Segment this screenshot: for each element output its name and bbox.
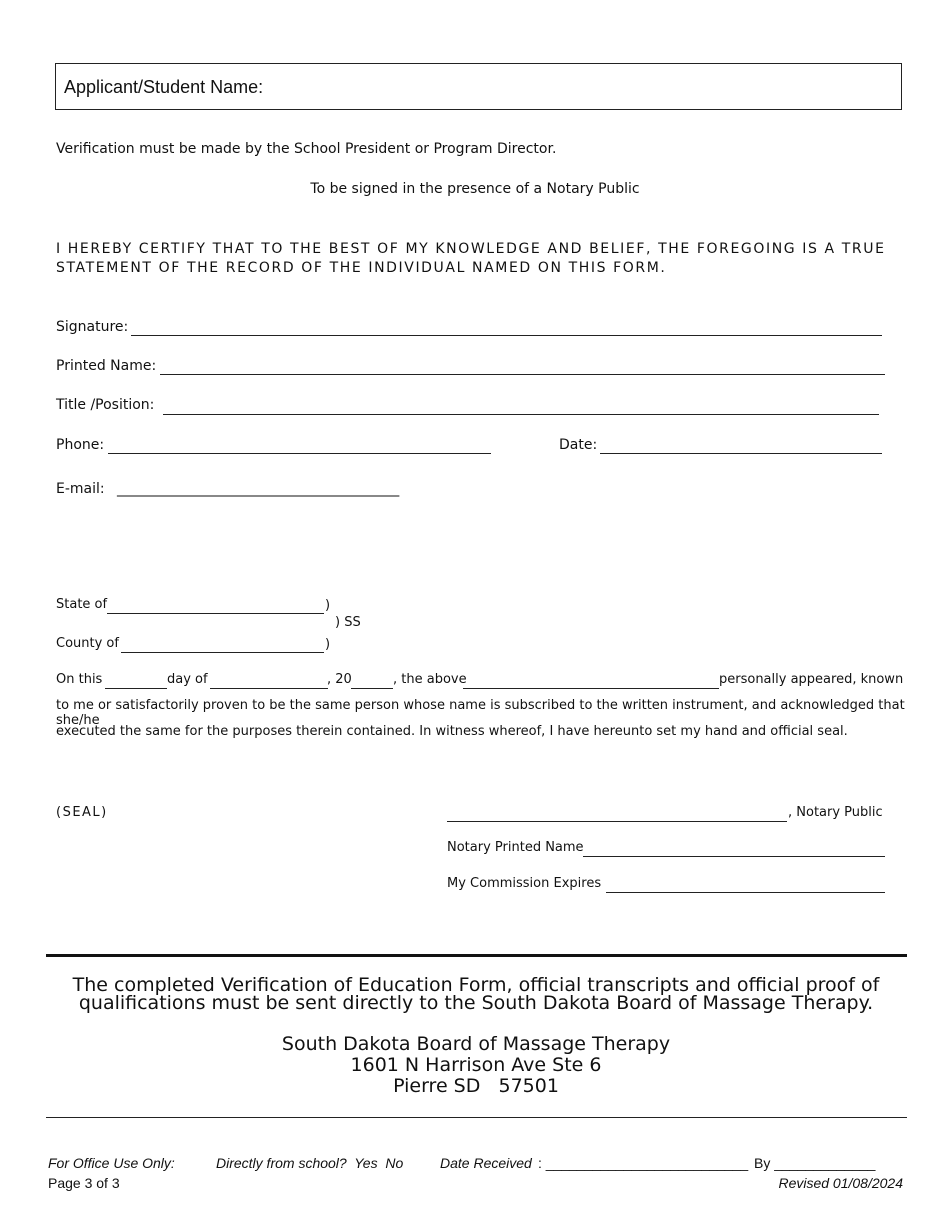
notary-paragraph-line-2: to me or satisfactorily proven to be the same person whose name is subscribed to the written instrument, and acknowledged that she/he	[56, 698, 905, 728]
board-city: Pierre SD 57501	[393, 1075, 559, 1097]
applicant-name-label: Applicant/Student Name:	[64, 77, 264, 97]
footer-notice-line-1: The completed Verification of Education Form, official transcripts and official proof of	[72, 974, 880, 996]
month-field[interactable]	[210, 688, 328, 689]
date-received-label: Date Received	[440, 1155, 532, 1171]
notary-presence-note: To be signed in the presence of a Notary Public	[310, 181, 640, 197]
date-received-field[interactable]: : __________________________	[538, 1155, 749, 1171]
appeared-name-field[interactable]	[463, 688, 719, 689]
title-position-field[interactable]	[163, 414, 879, 415]
title-position-label: Title /Position:	[56, 397, 155, 413]
revised-date: Revised 01/08/2024	[778, 1175, 903, 1191]
verification-note: Verification must be made by the School President or Program Director.	[56, 141, 557, 157]
board-street: 1601 N Harrison Ave Ste 6	[350, 1054, 602, 1076]
seal-label: (SEAL)	[56, 805, 108, 820]
email-label: E-mail:	[56, 481, 105, 497]
email-field[interactable]: ____________________________________________	[117, 481, 399, 497]
phone-label: Phone:	[56, 437, 105, 453]
date-label: Date:	[559, 437, 598, 453]
notary-printed-name-field[interactable]	[583, 856, 885, 857]
personally-appeared-label: personally appeared, known	[719, 672, 904, 687]
year-prefix-label: , 20	[327, 672, 352, 687]
board-name: South Dakota Board of Massage Therapy	[281, 1033, 671, 1055]
office-use-label: For Office Use Only:	[48, 1155, 175, 1171]
footer-notice-line-2: qualifications must be sent directly to the South Dakota Board of Massage Therapy.	[78, 992, 874, 1014]
printed-name-label: Printed Name:	[56, 358, 157, 374]
thin-divider	[46, 1117, 907, 1118]
printed-name-field[interactable]	[160, 374, 885, 375]
commission-expires-label: My Commission Expires	[447, 876, 602, 891]
notary-signature-field[interactable]	[447, 821, 787, 822]
received-by-field[interactable]: By _____________	[754, 1155, 876, 1171]
commission-expires-field[interactable]	[606, 892, 885, 893]
applicant-name-box[interactable]	[55, 63, 902, 110]
county-of-field[interactable]	[121, 652, 324, 653]
directly-from-school: Directly from school? Yes No	[216, 1155, 404, 1171]
certification-line-2: STATEMENT OF THE RECORD OF THE INDIVIDUAL NAMED ON THIS FORM.	[56, 260, 667, 276]
year-field[interactable]	[351, 688, 393, 689]
notary-paragraph-line-3: executed the same for the purposes therein contained. In witness whereof, I have hereunto set my hand and official seal.	[56, 724, 848, 739]
county-of-label: County of	[56, 636, 119, 651]
day-of-label: day of	[167, 672, 208, 687]
page-number: Page 3 of 3	[48, 1175, 120, 1191]
phone-field[interactable]	[108, 453, 491, 454]
on-this-label: On this	[56, 672, 103, 687]
signature-field[interactable]	[131, 335, 882, 336]
state-of-field[interactable]	[107, 613, 324, 614]
the-above-label: , the above	[393, 672, 467, 687]
day-field[interactable]	[105, 688, 167, 689]
signature-label: Signature:	[56, 319, 129, 335]
date-field[interactable]	[600, 453, 882, 454]
notary-public-label: , Notary Public	[788, 805, 883, 820]
ss-label: ) SS	[335, 615, 361, 630]
thick-divider	[46, 954, 907, 957]
notary-printed-name-label: Notary Printed Name	[447, 840, 584, 855]
county-paren: )	[325, 637, 331, 652]
state-of-label: State of	[56, 597, 108, 612]
state-paren: )	[325, 598, 331, 613]
certification-line-1: I HEREBY CERTIFY THAT TO THE BEST OF MY KNOWLEDGE AND BELIEF, THE FOREGOING IS A TRUE	[56, 241, 886, 257]
